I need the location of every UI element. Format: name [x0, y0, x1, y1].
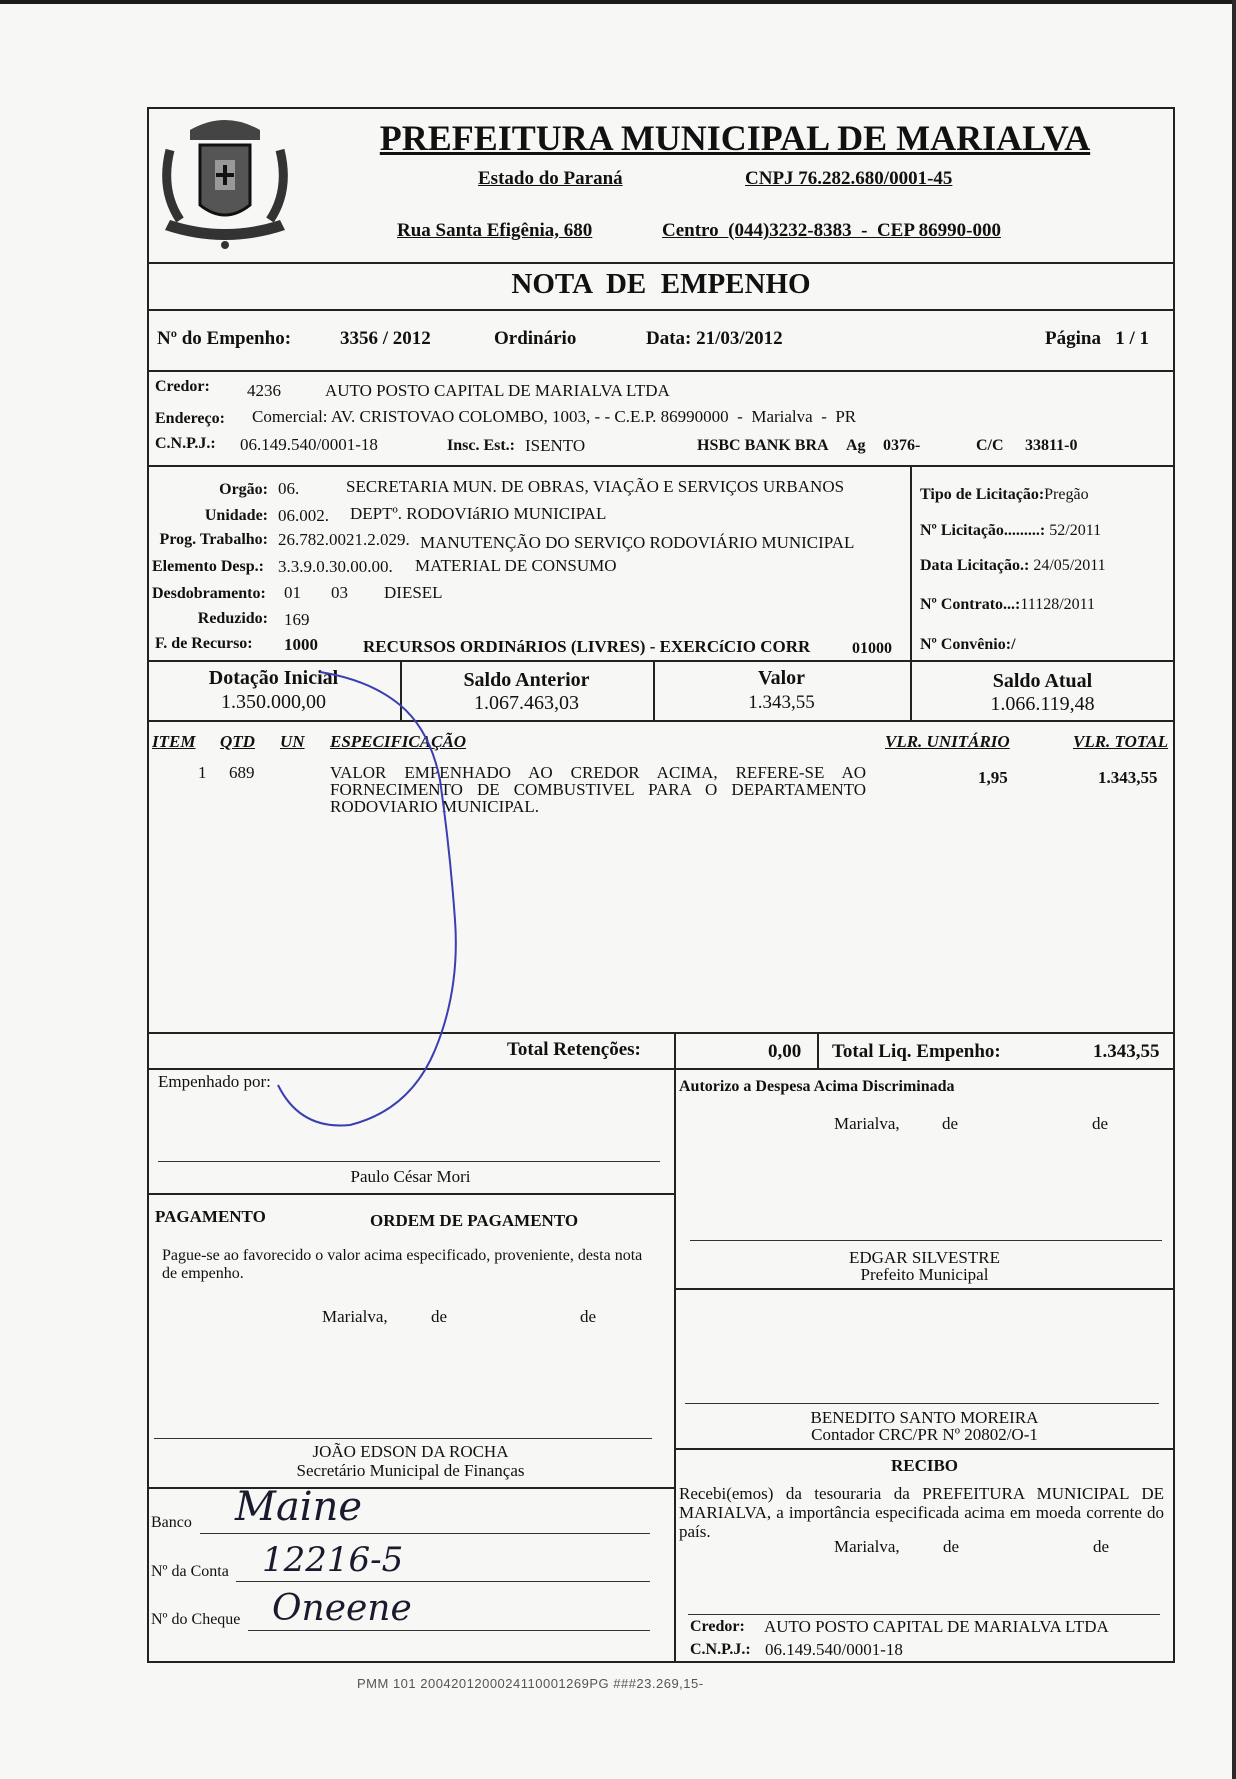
col-header-un: UN — [280, 732, 305, 751]
valor-value: 1.343,55 — [748, 692, 815, 713]
credor-address: Comercial: AV. CRISTOVAO COLOMBO, 1003, - - C.E.P. 86990000 - Marialva - PR — [252, 407, 857, 426]
recurso-name: RECURSOS ORDINáRIOS (LIVRES) - EXERCíCIO CORR — [363, 637, 811, 656]
col-header-especificacao: ESPECIFICAÇÃO — [330, 732, 467, 751]
recibo-credor-label: Credor: — [690, 1618, 745, 1635]
dotacao-label: Dotação Inicial — [208, 667, 339, 689]
account-label: C/C — [976, 437, 1004, 454]
saldo-atual-label: Saldo Atual — [992, 670, 1093, 692]
secretario-role: Secretário Municipal de Finanças — [296, 1461, 525, 1480]
saldo-atual-value: 1.066.119,48 — [990, 693, 1095, 715]
divider — [147, 370, 1175, 372]
pagamento-label: PAGAMENTO — [155, 1207, 266, 1226]
recibo-city: Marialva, — [834, 1537, 900, 1556]
cheque-label: Nº do Cheque — [151, 1611, 241, 1628]
credor-code: 4236 — [247, 381, 281, 400]
divider — [674, 1068, 676, 1663]
state-name: Estado do Paraná — [478, 168, 623, 189]
desdobramento-a: 01 — [284, 583, 301, 602]
recibo-cnpj-value: 06.149.540/0001-18 — [765, 1640, 903, 1659]
licitacao-number-label: Nº Licitação.........: 52/2011 — [920, 522, 1102, 539]
bank-name: HSBC BANK BRA — [697, 437, 829, 454]
autorizo-city: Marialva, — [834, 1114, 900, 1133]
recibo-de-2: de — [1093, 1537, 1110, 1556]
agency-label: Ag — [846, 437, 866, 454]
saldo-anterior-label: Saldo Anterior — [463, 669, 590, 691]
divider — [147, 309, 1175, 311]
divider — [147, 1487, 674, 1489]
credor-label: Credor: — [155, 378, 210, 395]
col-header-qtd: QTD — [220, 732, 255, 751]
city-hall-cnpj: CNPJ 76.282.680/0001-45 — [745, 168, 953, 189]
insc-label: Insc. Est.: — [447, 437, 516, 454]
contador-name: BENEDITO SANTO MOREIRA — [810, 1408, 1039, 1427]
divider — [147, 465, 1175, 467]
document-title: NOTA DE EMPENHO — [511, 268, 811, 300]
empenho-number: 3356 / 2012 — [340, 328, 431, 349]
licitacao-date-label: Data Licitação.: 24/05/2011 — [920, 557, 1106, 574]
unidade-name: DEPTº. RODOVIáRIO MUNICIPAL — [350, 504, 607, 523]
licitacao-type-label: Tipo de Licitação:Pregão — [920, 486, 1089, 503]
recibo-text: Recebi(emos) da tesouraria da PREFEITURA MUNICIPAL DE MARIALVA, a importância especificada acima em moeda corrente do país. — [679, 1484, 1164, 1541]
street-address: Rua Santa Efigênia, 680 — [397, 220, 593, 241]
valor-label: Valor — [757, 667, 806, 689]
signature-line — [685, 1403, 1159, 1404]
signature-line — [158, 1161, 660, 1162]
recibo-credor-name: AUTO POSTO CAPITAL DE MARIALVA LTDA — [764, 1617, 1109, 1636]
elemento-label: Elemento Desp.: — [152, 558, 264, 575]
divider — [147, 262, 1175, 264]
autorizo-de-2: de — [1092, 1114, 1109, 1133]
recurso-code: 1000 — [284, 635, 318, 654]
desdobramento-label: Desdobramento: — [152, 585, 266, 602]
pagamento-de-1: de — [431, 1307, 448, 1326]
insc-value: ISENTO — [525, 436, 586, 455]
divider — [910, 465, 912, 661]
page-edge-top — [0, 0, 1236, 4]
address-label: Endereço: — [155, 410, 225, 427]
page-edge-right — [1232, 0, 1236, 1779]
recurso-label: F. de Recurso: — [155, 635, 253, 652]
retencoes-label: Total Retenções: — [507, 1039, 641, 1060]
cheque-handwritten: Oneene — [272, 1588, 412, 1629]
pagamento-city: Marialva, — [322, 1307, 388, 1326]
orgao-label: Orgão: — [219, 481, 268, 498]
divider — [817, 1032, 819, 1068]
empenhado-label: Empenhado por: — [158, 1072, 271, 1091]
divider — [674, 1288, 1175, 1290]
liquido-value: 1.343,55 — [1093, 1041, 1160, 1062]
elemento-name: MATERIAL DE CONSUMO — [415, 556, 617, 575]
ordem-pagamento-label: ORDEM DE PAGAMENTO — [370, 1211, 579, 1230]
page-number: Página 1 / 1 — [1045, 328, 1149, 349]
contador-role: Contador CRC/PR Nº 20802/O-1 — [811, 1425, 1038, 1444]
col-header-unit-value: VLR. UNITÁRIO — [885, 732, 1010, 751]
autorizo-de-1: de — [942, 1114, 959, 1133]
secretario-name: JOÃO EDSON DA ROCHA — [312, 1442, 509, 1461]
col-header-total-value: VLR. TOTAL — [1073, 732, 1169, 751]
desdobramento-name: DIESEL — [384, 583, 443, 602]
divider — [674, 1448, 1175, 1450]
item-qtd: 689 — [229, 763, 255, 782]
conta-line — [236, 1581, 650, 1582]
convenio-label: Nº Convênio:/ — [920, 636, 1016, 653]
saldo-anterior-value: 1.067.463,03 — [474, 692, 579, 714]
item-number: 1 — [198, 763, 207, 782]
col-header-item: ITEM — [152, 732, 196, 751]
dotacao-value: 1.350.000,00 — [221, 691, 326, 713]
banco-handwritten: Maine — [235, 1484, 363, 1530]
prog-code: 26.782.0021.2.029. — [278, 530, 410, 549]
recurso-number: 01000 — [852, 640, 892, 657]
prefeito-name: EDGAR SILVESTRE — [849, 1248, 1000, 1267]
credor-cnpj: 06.149.540/0001-18 — [240, 435, 378, 454]
contact-line: Centro (044)3232-8383 - CEP 86990-000 — [662, 220, 1001, 241]
recibo-title: RECIBO — [890, 1456, 959, 1475]
desdobramento-b: 03 — [331, 583, 348, 602]
orgao-name: SECRETARIA MUN. DE OBRAS, VIAÇÃO E SERVIÇOS URBANOS — [346, 477, 845, 496]
recibo-cnpj-label: C.N.P.J.: — [690, 1641, 751, 1658]
empenho-type: Ordinário — [494, 328, 577, 349]
empenho-date: Data: 21/03/2012 — [646, 328, 783, 349]
unidade-code: 06.002. — [278, 506, 329, 525]
credor-name: AUTO POSTO CAPITAL DE MARIALVA LTDA — [325, 381, 670, 400]
prog-label: Prog. Trabalho: — [159, 531, 268, 548]
cheque-line — [248, 1630, 650, 1631]
signature-line — [690, 1240, 1162, 1241]
pagamento-text: Pague-se ao favorecido o valor acima especificado, proveniente, desta nota de empenho. — [162, 1247, 643, 1282]
municipal-coat-of-arms-icon — [150, 110, 300, 260]
item-total-value: 1.343,55 — [1098, 768, 1158, 787]
prefeito-role: Prefeito Municipal — [860, 1265, 989, 1284]
recibo-de-1: de — [943, 1537, 960, 1556]
conta-label: Nº da Conta — [151, 1563, 229, 1580]
elemento-code: 3.3.9.0.30.00.00. — [278, 557, 393, 576]
retencoes-value: 0,00 — [768, 1041, 802, 1062]
pen-signature-mark — [270, 660, 520, 1150]
empenhado-name: Paulo César Mori — [350, 1167, 471, 1186]
divider — [147, 1193, 674, 1195]
banco-label: Banco — [151, 1514, 192, 1531]
signature-line — [688, 1614, 1160, 1615]
reduzido-label: Reduzido: — [197, 610, 268, 627]
item-unit-value: 1,95 — [978, 768, 1008, 787]
footer-code: PMM 101 2004201200024110001269PG ###23.269,15- — [357, 1676, 704, 1691]
liquido-label: Total Liq. Empenho: — [832, 1041, 1001, 1062]
banco-line — [200, 1533, 650, 1534]
prog-name: MANUTENÇÃO DO SERVIÇO RODOVIÁRIO MUNICIPAL — [420, 533, 855, 552]
divider — [674, 1032, 676, 1068]
item-especificacao: VALOR EMPENHADO AO CREDOR ACIMA, REFERE-SE AO FORNECIMENTO DE COMBUSTIVEL PARA O DEPARTAMENTO RODOVIARIO MUNICIPAL. — [330, 763, 866, 816]
reduzido-value: 169 — [284, 610, 310, 629]
account-value: 33811-0 — [1025, 437, 1078, 454]
unidade-label: Unidade: — [204, 507, 268, 524]
city-hall-title: PREFEITURA MUNICIPAL DE MARIALVA — [379, 118, 1091, 158]
orgao-code: 06. — [278, 479, 300, 498]
conta-handwritten: 12216-5 — [262, 1540, 404, 1580]
pagamento-de-2: de — [580, 1307, 597, 1326]
empenho-label: Nº do Empenho: — [157, 328, 292, 349]
cnpj-label: C.N.P.J.: — [155, 435, 216, 452]
signature-line — [154, 1438, 652, 1439]
agency-value: 0376- — [883, 437, 921, 454]
autorizo-label: Autorizo a Despesa Acima Discriminada — [679, 1078, 955, 1095]
contrato-label: Nº Contrato...:11128/2011 — [920, 596, 1096, 613]
